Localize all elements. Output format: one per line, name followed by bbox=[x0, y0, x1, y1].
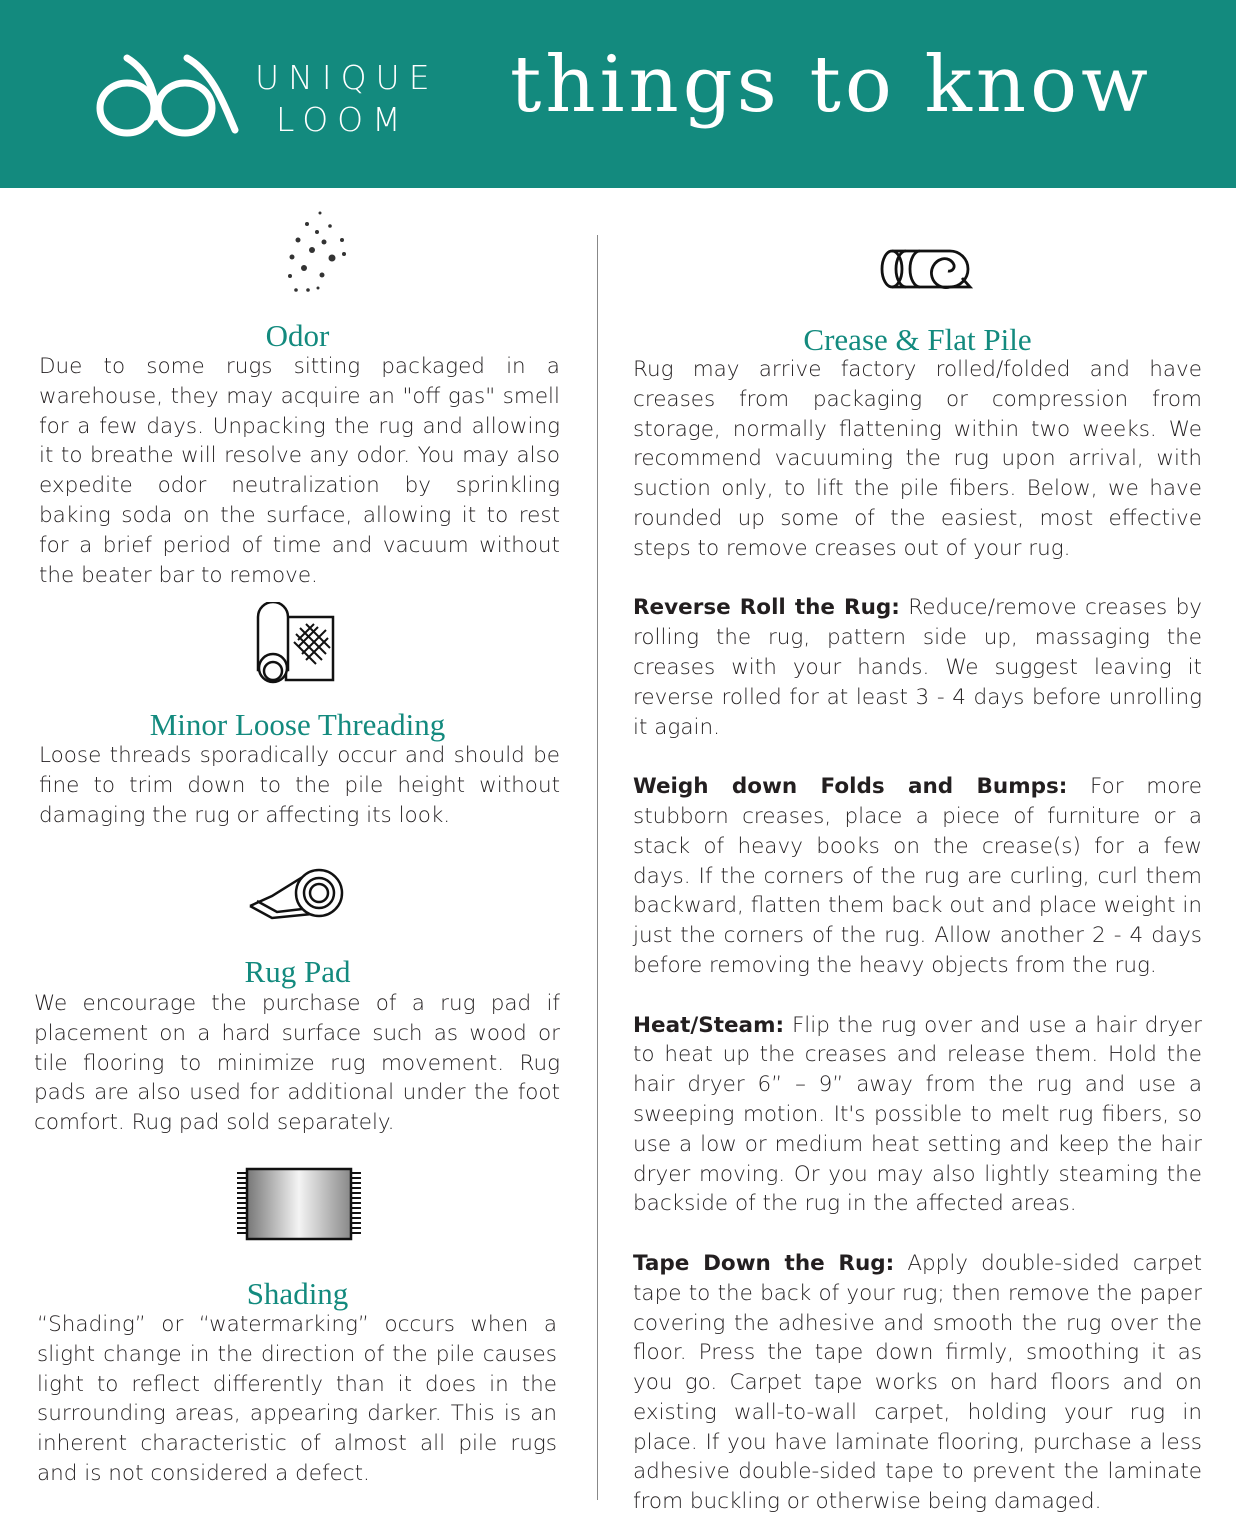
odor-text: Due to some rugs sitting packaged in a warehouse, they may acquire an "off gas" smell for a few days. Unpacking the rug and allowing it to breathe will resolve any odor. You may also expedite odor neutralization by sprinkling baking soda on the surface, allowing it to rest for a brief period of time and vacuum without the beater bar to remove. bbox=[39, 354, 560, 588]
step-tape-down bbox=[633, 1249, 1202, 1517]
shading-heading: Shading bbox=[246, 1276, 349, 1311]
loose-threading-text: Loose threads sporadically occur and should be fine to trim down to the pile height without damaging the rug or affecting its look. bbox=[39, 743, 560, 828]
rolled-rug-threads-icon bbox=[256, 602, 336, 684]
rug-pad-text: We encourage the purchase of a rug pad if placement on a hard surface such as wood or tile flooring to minimize rug movement. Rug pads are also used for additional under the foot comfort. Rug pad sold separately. bbox=[34, 991, 560, 1136]
brand-name-line1: UNIQUE bbox=[255, 58, 439, 97]
rug-pad-roll-icon bbox=[247, 868, 345, 924]
header-banner bbox=[0, 0, 1236, 188]
step-text: Apply double-sided carpet tape to the back of your rug; then remove the paper covering the adhesive and smooth the rug over the floor. Press the tape down firmly, smoothing it as you go. Carpet tape works on hard floors and on existing wall-to-wall carpet, holding your rug in place. If you have laminate flooring, purchase a less adhesive double-sided tape to prevent the laminate from buckling or otherwise being damaged. bbox=[633, 1250, 1202, 1515]
rolled-crease-icon bbox=[872, 248, 974, 290]
step-reverse-roll bbox=[633, 593, 1202, 742]
fringed-rug-shading-icon bbox=[235, 1167, 363, 1241]
unique-loom-logo-icon bbox=[95, 52, 240, 137]
crease-content bbox=[633, 355, 1202, 1517]
page-title: things to know bbox=[510, 40, 1152, 130]
step-label: Tape Down the Rug: bbox=[633, 1250, 895, 1276]
step-label: Weigh down Folds and Bumps: bbox=[633, 774, 1068, 800]
step-weigh-down bbox=[633, 772, 1202, 981]
step-label: Heat/Steam: bbox=[633, 1012, 785, 1038]
step-label: Reverse Roll the Rug: bbox=[633, 595, 900, 621]
brand-name-line2: LOOM bbox=[276, 100, 410, 139]
step-text: For more stubborn creases, place a piece of furniture or a stack of heavy books on the crease(s) for a few days. If the corners of the rug are curling, curl them backward, flatten them back out and place weight in just the corners of the rug. Allow another 2 - 4 days before removing the heavy objects from the rug. bbox=[633, 774, 1202, 978]
loose-threading-heading: Minor Loose Threading bbox=[149, 707, 446, 742]
crease-heading: Crease & Flat Pile bbox=[803, 322, 1032, 357]
rug-pad-heading: Rug Pad bbox=[244, 954, 351, 989]
column-divider bbox=[597, 235, 598, 1500]
step-text: Flip the rug over and use a hair dryer to heat up the creases and release them. Hold the hair dryer 6” – 9” away from the rug and use a sweeping motion. It's possible to melt rug fibers, so use a low or medium heat setting and keep the hair dryer moving. Or you may also lightly steaming the backside of the rug in the affected areas. bbox=[633, 1012, 1202, 1217]
odor-heading: Odor bbox=[265, 318, 330, 353]
step-text: Reduce/remove creases by rolling the rug, pattern side up, massaging the creases with your hands. We suggest leaving it reverse rolled for at least 3 - 4 days before unrolling it again. bbox=[633, 595, 1202, 740]
crease-intro: Rug may arrive factory rolled/folded and have creases from packaging or compression from storage, normally flattening within two weeks. We recommend vacuuming the rug upon arrival, with suction only, to lift the pile fibers. Below, we have rounded up some of the easiest, most effective steps to remove creases out of your rug. bbox=[633, 357, 1202, 561]
step-heat-steam bbox=[633, 1011, 1202, 1220]
dots-odor-icon bbox=[282, 210, 352, 295]
shading-text: “Shading” or “watermarking” occurs when a slight change in the direction of the pile causes light to reflect differently than it does in the surrounding areas, appearing darker. This is an inherent characteristic of almost all pile rugs and is not considered a defect. bbox=[37, 1312, 557, 1486]
